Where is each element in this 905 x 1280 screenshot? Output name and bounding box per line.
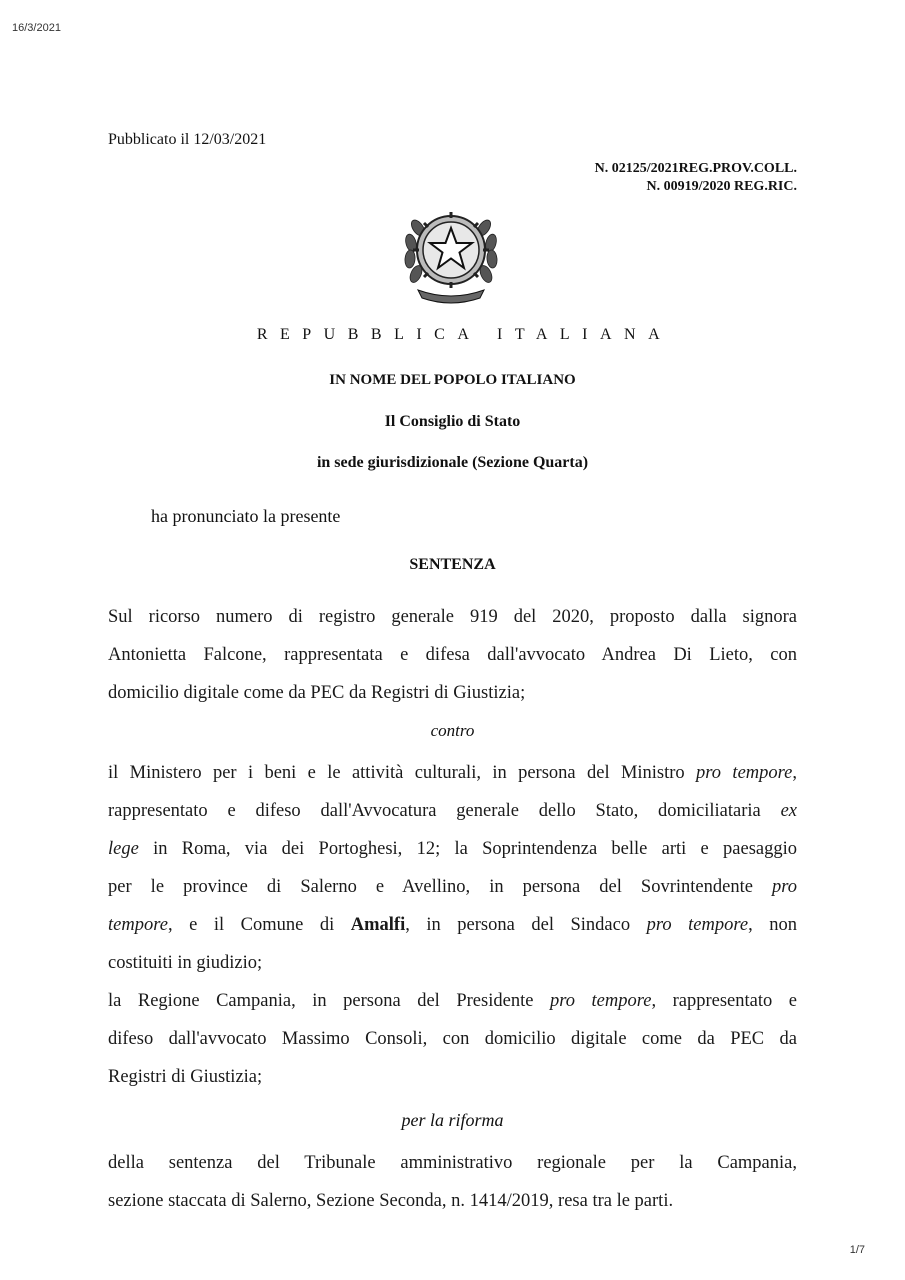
against-heading: contro <box>430 721 475 740</box>
bold-run: Amalfi <box>350 915 406 935</box>
respondents-line <box>108 906 797 944</box>
text-run: , non <box>748 915 798 935</box>
respondents-line <box>108 830 797 868</box>
reform-heading: per la riforma <box>401 1110 504 1130</box>
text-run: la Regione Campania, in persona del Presidente <box>108 991 550 1011</box>
appealed-line: sezione staccata di Salerno, Sezione Seconda, n. 1414/2019, resa tra le parti. <box>108 1191 674 1211</box>
publication-date: Pubblicato il 12/03/2021 <box>108 131 267 148</box>
appeal-line: Sul ricorso numero di registro generale 919 del 2020, proposto dalla signora <box>108 607 797 627</box>
registry-numbers <box>595 160 797 196</box>
registry-line-1: N. 02125/2021REG.PROV.COLL. <box>594 161 797 176</box>
respondents-line <box>108 792 797 830</box>
people-heading: IN NOME DEL POPOLO ITALIANO <box>329 372 576 388</box>
court-heading: Il Consiglio di Stato <box>384 413 521 430</box>
text-run: , rappresentato e <box>651 991 798 1011</box>
registry-line-2: N. 00919/2020 REG.RIC. <box>646 179 797 194</box>
italic-run: pro <box>771 877 797 897</box>
respondents-line: costituiti in giudizio; <box>108 953 263 973</box>
italic-run: pro tempore <box>549 991 652 1011</box>
appeal-line: domicilio digitale come da PEC da Registri di Giustizia; <box>108 683 526 703</box>
respondents-line <box>108 982 797 1020</box>
print-date: 16/3/2021 <box>12 22 61 34</box>
italic-run: pro tempore <box>696 763 793 783</box>
italic-run: pro tempore <box>646 915 749 935</box>
text-run: in Roma, via dei Portoghesi, 12; la Soprintendenza belle arti e paesaggio <box>138 839 797 859</box>
italic-run: lege <box>108 839 139 859</box>
appeal-paragraph <box>108 598 797 712</box>
italian-republic-emblem-icon <box>398 198 504 306</box>
respondents-line <box>108 868 797 906</box>
italic-run: tempore <box>108 915 168 935</box>
text-run: , e il Comune di <box>167 915 351 935</box>
text-run: rappresentato e difeso dall'Avvocatura generale dello Stato, domiciliataria <box>108 801 781 821</box>
respondents-line: Registri di Giustizia; <box>108 1067 263 1087</box>
republic-heading: REPUBBLICA ITALIANA <box>256 326 673 343</box>
text-run: per le province di Salerno e Avellino, in persona del Sovrintendente <box>108 877 772 897</box>
pronouncement-text: ha pronunciato la presente <box>151 506 341 526</box>
respondents-paragraph <box>108 754 797 1096</box>
appealed-judgment-paragraph <box>108 1144 797 1220</box>
appealed-line: della sentenza del Tribunale amministrativo regionale per la Campania, <box>108 1153 797 1173</box>
judgment-title: SENTENZA <box>409 556 496 573</box>
section-heading: in sede giurisdizionale (Sezione Quarta) <box>316 454 589 471</box>
text-run: , in persona del Sindaco <box>405 915 647 935</box>
respondents-line: difeso dall'avvocato Massimo Consoli, con domicilio digitale come da PEC da <box>108 1029 797 1049</box>
text-run: , <box>792 763 797 783</box>
italic-run: ex <box>780 801 797 821</box>
page-number: 1/7 <box>849 1244 865 1256</box>
appeal-line: Antonietta Falcone, rappresentata e difesa dall'avvocato Andrea Di Lieto, con <box>108 645 797 665</box>
text-run: il Ministero per i beni e le attività culturali, in persona del Ministro <box>108 763 697 783</box>
respondents-line <box>108 754 797 792</box>
